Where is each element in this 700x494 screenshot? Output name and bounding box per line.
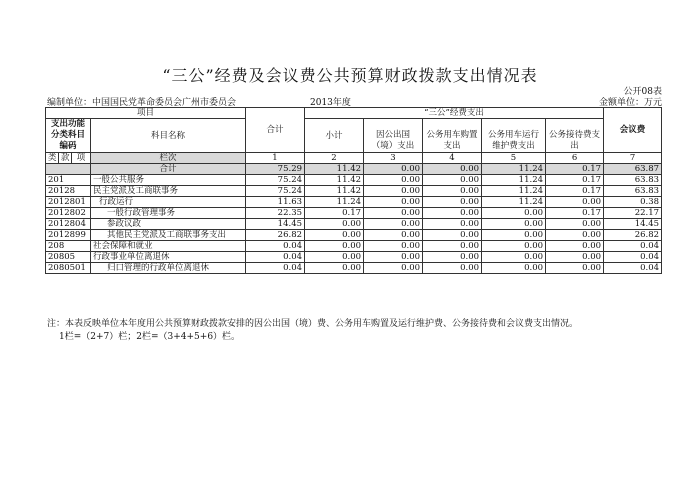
row-value-col-2: 0.17 [305, 208, 364, 219]
row-value-col-3: 0.00 [364, 208, 423, 219]
table-row [46, 230, 662, 241]
row-value-col-3: 0.00 [364, 263, 423, 274]
car-run-header: 公务用车运行维护费支出 [482, 129, 546, 152]
row-value-col-1: 75.29 [246, 164, 305, 175]
kuan-header: 款 [59, 153, 72, 164]
row-value-col-5: 11.24 [482, 164, 546, 175]
row-value-col-7: 0.38 [604, 197, 662, 208]
row-value-col-5: 0.00 [482, 230, 546, 241]
row-value-col-3: 0.00 [364, 175, 423, 186]
row-value-col-6: 0.17 [546, 208, 604, 219]
row-code: 208 [46, 241, 91, 252]
table-row [46, 219, 662, 230]
page-title: “三公”经费及会议费公共预算财政拨款支出情况表 [162, 66, 538, 85]
row-value-col-3: 0.00 [364, 241, 423, 252]
table-row [46, 241, 662, 252]
table-row [46, 197, 662, 208]
row-value-col-1: 75.24 [246, 175, 305, 186]
table-row [46, 186, 662, 197]
row-name: 社会保障和就业 [91, 241, 246, 252]
table-row [46, 175, 662, 186]
column-number-5: 5 [482, 153, 546, 164]
row-code: 2012899 [46, 230, 91, 241]
row-value-col-2: 11.42 [305, 186, 364, 197]
row-value-col-5: 11.24 [482, 197, 546, 208]
row-code: 2080501 [46, 263, 91, 274]
row-value-col-5: 11.24 [482, 186, 546, 197]
column-number-4: 4 [423, 153, 482, 164]
func-code-header: 支出功能分类科目编码 [46, 119, 91, 153]
row-value-col-3: 0.00 [364, 164, 423, 175]
row-value-col-1: 11.63 [246, 197, 305, 208]
table-row [46, 164, 662, 175]
row-code [46, 164, 91, 175]
row-value-col-5: 11.24 [482, 175, 546, 186]
org-label: 编制单位：中国国民党革命委员会广州市委员会 [47, 98, 237, 108]
lanci-label: 栏次 [91, 153, 246, 164]
row-value-col-7: 0.04 [604, 241, 662, 252]
row-value-col-1: 0.04 [246, 263, 305, 274]
abroad-header: 因公出国（境）支出 [364, 129, 423, 152]
row-name: 一般行政管理事务 [91, 208, 246, 219]
column-number-2: 2 [305, 153, 364, 164]
row-name: 行政运行 [91, 197, 246, 208]
car-buy-header: 公务用车购置支出 [423, 129, 482, 152]
row-value-col-4: 0.00 [423, 230, 482, 241]
row-value-col-5: 0.00 [482, 252, 546, 263]
row-value-col-7: 0.04 [604, 263, 662, 274]
row-value-col-4: 0.00 [423, 263, 482, 274]
row-code: 20805 [46, 252, 91, 263]
reception-header: 公务接待费支出 [546, 129, 604, 152]
row-value-col-1: 26.82 [246, 230, 305, 241]
xiang-header: 项 [72, 153, 91, 164]
footnote-line-2: 1栏=（2+7）栏；2栏=（3+4+5+6）栏。 [59, 332, 241, 342]
row-name: 参政议政 [91, 219, 246, 230]
row-value-col-4: 0.00 [423, 164, 482, 175]
row-value-col-4: 0.00 [423, 197, 482, 208]
row-value-col-5: 0.00 [482, 263, 546, 274]
footnote [47, 318, 578, 344]
row-name: 民主党派及工商联事务 [91, 186, 246, 197]
row-value-col-4: 0.00 [423, 252, 482, 263]
row-value-col-4: 0.00 [423, 175, 482, 186]
table-row [46, 263, 662, 274]
row-value-col-3: 0.00 [364, 219, 423, 230]
row-code: 20128 [46, 186, 91, 197]
row-name: 其他民主党派及工商联事务支出 [91, 230, 246, 241]
row-value-col-6: 0.00 [546, 219, 604, 230]
row-value-col-4: 0.00 [423, 241, 482, 252]
row-value-col-6: 0.00 [546, 230, 604, 241]
row-name: 合计 [91, 164, 246, 175]
row-name: 一般公共服务 [91, 175, 246, 186]
row-value-col-3: 0.00 [364, 197, 423, 208]
total-header: 合计 [246, 108, 305, 153]
table-row [46, 252, 662, 263]
item-header: 项目 [46, 108, 246, 119]
row-value-col-5: 0.00 [482, 219, 546, 230]
row-value-col-3: 0.00 [364, 186, 423, 197]
subject-name-header: 科目名称 [91, 119, 246, 153]
row-value-col-4: 0.00 [423, 219, 482, 230]
expenditure-table [45, 107, 662, 274]
row-code: 2012804 [46, 219, 91, 230]
row-value-col-6: 0.00 [546, 197, 604, 208]
row-value-col-2: 11.42 [305, 164, 364, 175]
row-value-col-6: 0.00 [546, 252, 604, 263]
form-number: 公开08表 [623, 87, 662, 97]
row-value-col-6: 0.17 [546, 186, 604, 197]
row-value-col-7: 14.45 [604, 219, 662, 230]
row-value-col-4: 0.00 [423, 208, 482, 219]
year-label: 2013年度 [310, 98, 351, 108]
column-number-1: 1 [246, 153, 305, 164]
table-row [46, 208, 662, 219]
row-value-col-2: 11.42 [305, 175, 364, 186]
row-code: 201 [46, 175, 91, 186]
row-value-col-2: 0.00 [305, 219, 364, 230]
row-name: 归口管理的行政单位离退休 [91, 263, 246, 274]
info-row [47, 95, 662, 107]
row-value-col-1: 75.24 [246, 186, 305, 197]
row-name: 行政事业单位离退休 [91, 252, 246, 263]
row-value-col-5: 0.00 [482, 208, 546, 219]
row-value-col-7: 63.83 [604, 175, 662, 186]
row-value-col-1: 0.04 [246, 252, 305, 263]
row-value-col-2: 0.00 [305, 263, 364, 274]
row-value-col-6: 0.00 [546, 241, 604, 252]
money-unit-label: 金额单位：万元 [598, 98, 662, 108]
row-value-col-1: 14.45 [246, 219, 305, 230]
column-number-7: 7 [604, 153, 662, 164]
footnote-line-1: 注：本表反映单位本年度用公共预算财政拨款安排的因公出国（境）费、公务用车购置及运行维护费、公务接待费和会议费支出情况。 [47, 319, 579, 329]
row-value-col-7: 63.83 [604, 186, 662, 197]
sangong-header: “三公”经费支出 [305, 108, 604, 119]
row-value-col-6: 0.17 [546, 164, 604, 175]
row-value-col-7: 26.82 [604, 230, 662, 241]
row-value-col-2: 0.00 [305, 241, 364, 252]
subtotal-header: 小计 [305, 119, 364, 153]
row-value-col-1: 22.35 [246, 208, 305, 219]
row-value-col-1: 0.04 [246, 241, 305, 252]
row-value-col-3: 0.00 [364, 252, 423, 263]
row-code: 2012801 [46, 197, 91, 208]
row-value-col-7: 63.87 [604, 164, 662, 175]
row-value-col-2: 0.00 [305, 230, 364, 241]
lei-header: 类 [46, 153, 59, 164]
meeting-header: 会议费 [604, 108, 662, 153]
row-code: 2012802 [46, 208, 91, 219]
row-value-col-4: 0.00 [423, 186, 482, 197]
column-number-6: 6 [546, 153, 604, 164]
row-value-col-2: 11.24 [305, 197, 364, 208]
row-value-col-6: 0.17 [546, 175, 604, 186]
column-number-3: 3 [364, 153, 423, 164]
row-value-col-3: 0.00 [364, 230, 423, 241]
row-value-col-6: 0.00 [546, 263, 604, 274]
row-value-col-5: 0.00 [482, 241, 546, 252]
row-value-col-2: 0.00 [305, 252, 364, 263]
row-value-col-7: 0.04 [604, 252, 662, 263]
row-value-col-7: 22.17 [604, 208, 662, 219]
